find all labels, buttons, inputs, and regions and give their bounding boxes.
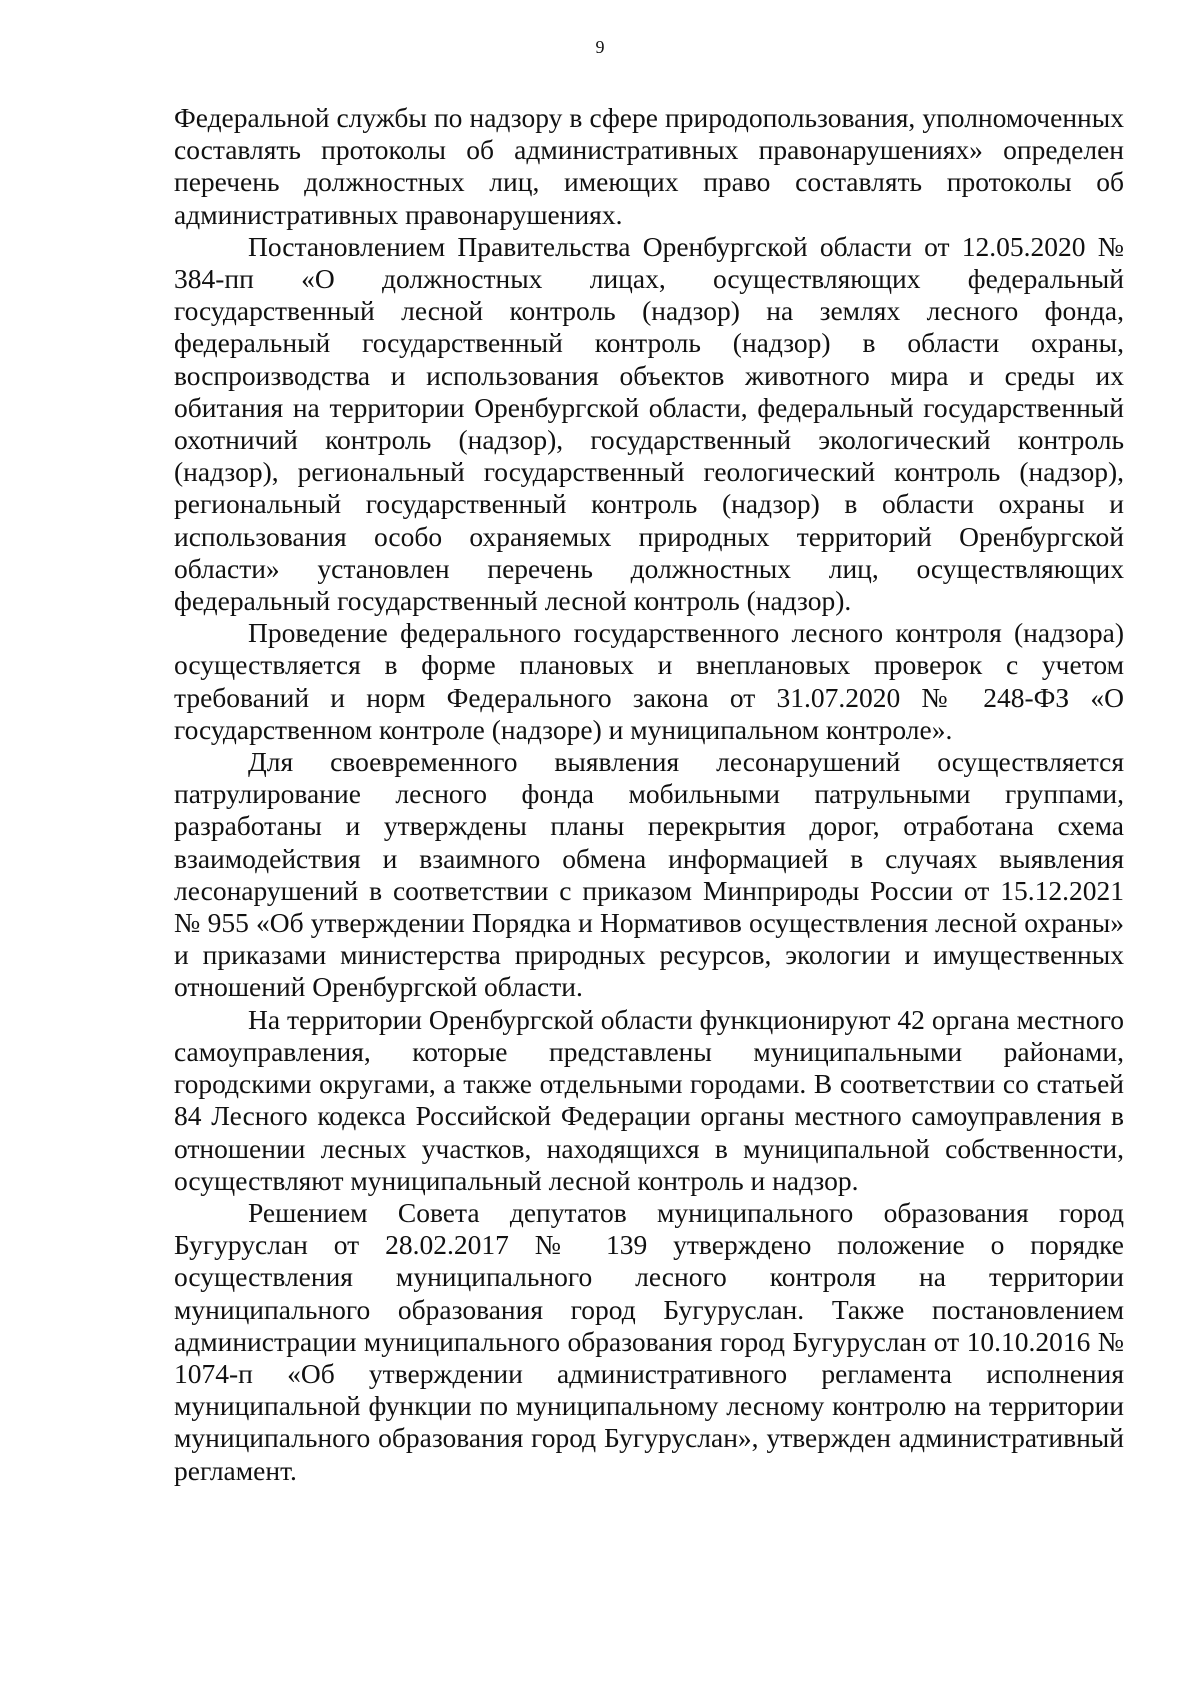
- paragraph-orenburg-resolution: Постановлением Правительства Оренбургской области от 12.05.2020 № 384-пп «О должностных лицах, осуществляющих федеральный государственный лесной контроль (надзор) на землях лесного фонда, федеральный государственный контроль (надзор) в области охраны, воспроизводства и использования объектов животного мира и среды их обитания на территории Оренбургской области, федеральный государственный охотничий контроль (надзор), государственный экологический контроль (надзор), региональный государственный геологический контроль (надзор), региональный государственный контроль (надзор) в области охраны и использования особо охраняемых природных территорий Оренбургской области» установлен перечень должностных лиц, осуществляющих федеральный государственный лесной контроль (надзор).: [174, 230, 1124, 617]
- paragraph-forest-patrol: Для своевременного выявления лесонарушений осуществляется патрулирование лесного фонда мобильными патрульными группами, разработаны и утверждены планы перекрытия дорог, отработана схема взаимодействия и взаимного обмена информацией в случаях выявления лесонарушений в соответствии с приказом Минприроды России от 15.12.2021 № 955 «Об утверждении Порядка и Нормативов осуществления лесной охраны» и приказами министерства природных ресурсов, экологии и имущественных отношений Оренбургской области.: [174, 746, 1124, 1003]
- document-body: [174, 102, 1124, 1487]
- paragraph-continuation: Федеральной службы по надзору в сфере природопользования, уполномоченных составлять протоколы об административных правонарушениях» определен перечень должностных лиц, имеющих право составлять протоколы об административных правонарушениях.: [174, 102, 1124, 230]
- paragraph-buguruslan-decision: Решением Совета депутатов муниципального образования город Бугуруслан от 28.02.2017 № 139 утверждено положение о порядке осуществления муниципального лесного контроля на территории муниципального образования город Бугуруслан. Также постановлением администрации муниципального образования город Бугуруслан от 10.10.2016 № 1074-п «Об утверждении административного регламента исполнения муниципальной функции по муниципальному лесному контролю на территории муниципального образования город Бугуруслан», утвержден административный регламент.: [174, 1196, 1124, 1486]
- paragraph-local-self-government: На территории Оренбургской области функционируют 42 органа местного самоуправления, которые представлены муниципальными районами, городскими округами, а также отдельными городами. В соответствии со статьей 84 Лесного кодекса Российской Федерации органы местного самоуправления в отношении лесных участков, находящихся в муниципальной собственности, осуществляют муниципальный лесной контроль и надзор.: [174, 1003, 1124, 1196]
- page-number: 9: [595, 37, 605, 57]
- paragraph-forest-control-inspections: Проведение федерального государственного лесного контроля (надзора) осуществляется в форме плановых и внеплановых проверок с учетом требований и норм Федерального закона от 31.07.2020 № 248-ФЗ «О государственном контроле (надзоре) и муниципальном контроле».: [174, 617, 1124, 745]
